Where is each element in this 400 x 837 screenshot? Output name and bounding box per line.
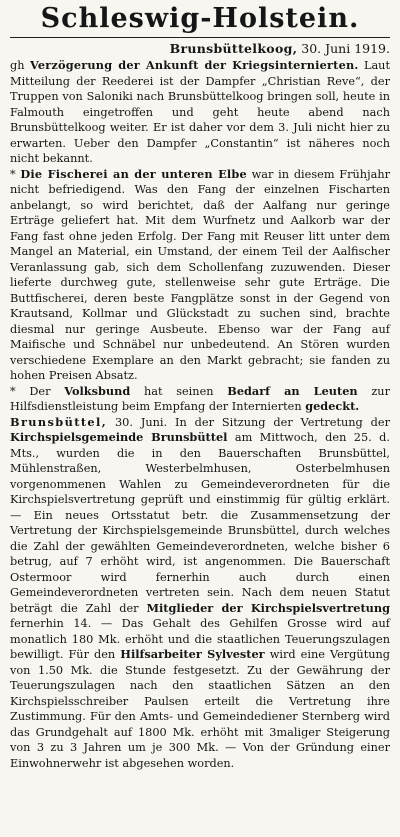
article-text: hat seinen xyxy=(143,384,214,398)
bold-term: Bedarf an Leuten xyxy=(227,383,358,398)
article-text: Laut Mitteilung der Reederei ist der Dampfer „Christian Reve“, der Truppen von Saloniki nach Brunsbüttelkoog bringen soll, heute in Falmouth eingetroffen und geht heute abend nach Brunsbüttelkoog weiter. Er ist daher vor dem 3. Juli nicht hier zu erwarten. Ueber den Dampfer „Constantin“ ist näheres noch nicht bekannt. xyxy=(10,59,390,165)
article-text: war in diesem Frühjahr nicht befriedigend. Was den Fang der einzelnen Fischarten anbelangt, so wird berichtet, daß der Aalfang nur geringe Erträge geliefert hat. Mit dem Wurfnetz und Aalkorb war der Fang fast ohne jeden Erfolg. Der Fang mit Reuser litt unter dem Mangel an Material, ein Umstand, der einem Teil der Aalfischer Veranlassung gab, sich dem Schollenfang zuzuwenden. Dieser lieferte durchweg gute, stellenweise sehr gute Erträge. Die Buttfischerei, deren beste Fangplätze sonst in der Gegend von Krautsand, Kollmar und Glückstadt zu suchen sind, brachte diesmal nur geringe Ausbeute. Ebenso war der Fang auf Maifische und Schnäbel nur unbedeutend. An Stören wurden verschiedene Exemplare an den Markt gebracht; sie fanden zu hohen Preisen Absatz. xyxy=(10,167,390,382)
bold-term: gedeckt. xyxy=(305,399,360,413)
article-title: Die Fischerei an der unteren Elbe xyxy=(20,166,247,181)
bold-term: Mitglieder der Kirchspielsvertretung xyxy=(146,600,390,615)
article-brunsbuettel xyxy=(10,415,390,772)
bold-term: Hilfsarbeiter Sylvester xyxy=(120,647,265,661)
article-text: fernerhin 14. — Das Gehalt des Gehilfen Grosse wird auf monatlich 180 Mk. erhöht und die staatlichen Teuerungszulagen bewilligt. Für den xyxy=(10,617,390,661)
article-text: zur Hilfsdienstleistung beim Empfang der Internierten xyxy=(10,384,390,413)
heading-rule xyxy=(10,37,390,38)
article-place: Brunsbüttel, xyxy=(10,414,108,429)
article-column xyxy=(10,40,390,771)
article-text: Der xyxy=(29,384,51,398)
bold-term: Volksbund xyxy=(64,383,131,398)
article-text: am Mittwoch, den 25. d. Mts., wurden die in den Bauerschaften Brunsbüttel, Mühlenstraßen, Westerbelmhusen, Osterbelmhusen vorgenommenen Wahlen zu Gemeindeverordneten für die Kirchspielsvertretung geprüft und einstimmig für gültig erklärt. — Ein neues Ortsstatut betr. die Zusammensetzung der Vertretung der Kirchspielsgemeinde Brunsbüttel, durch welches die Zahl der gewählten Gemeindeverordneten, welche bisher 6 betrug, auf 7 erhöht wird, ist angenommen. Die Bauerschaft Ostermoor wird fernerhin auch durch einen Gemeindeverordneten vertreten sein. Nach dem neuen Statut beträgt die Zahl der xyxy=(10,431,391,615)
article-fishery xyxy=(10,167,390,384)
article-title: Verzögerung der Ankunft der Kriegsinternierten. xyxy=(29,58,359,72)
article-text: wird eine Vergütung von 1.50 Mk. die Stunde festgesetzt. Zu der Gewährung der Teuerungszulagen nach den staatlichen Sätzen an den Kirchspielsschreiber Paulsen erteilt die Vertretung ihre Zustimmung. Für den Amts- und Gemeindediener Sternberg wird das Grundgehalt auf 1800 Mk. erhöht mit 3maliger Steigerung von 3 zu 3 Jahren um je 300 Mk. — Von der Gründung einer Einwohnerwehr ist abgesehen worden. xyxy=(10,648,391,770)
dateline-date: 30. Juni 1919. xyxy=(301,41,390,56)
bold-term: Kirchspielsgemeinde Brunsbüttel xyxy=(10,430,228,444)
star-mark: * xyxy=(10,384,16,398)
author-mark: gh xyxy=(10,59,25,72)
article-text: 30. Juni. In der Sitzung der Vertretung der xyxy=(114,415,391,429)
star-mark: * xyxy=(10,167,16,181)
dateline-place: Brunsbüttelkoog, xyxy=(169,41,298,56)
dateline xyxy=(10,40,390,57)
section-heading: Schleswig-Holstein. xyxy=(40,3,360,34)
article-arrival-delay xyxy=(10,58,390,167)
article-volksbund xyxy=(10,384,390,415)
